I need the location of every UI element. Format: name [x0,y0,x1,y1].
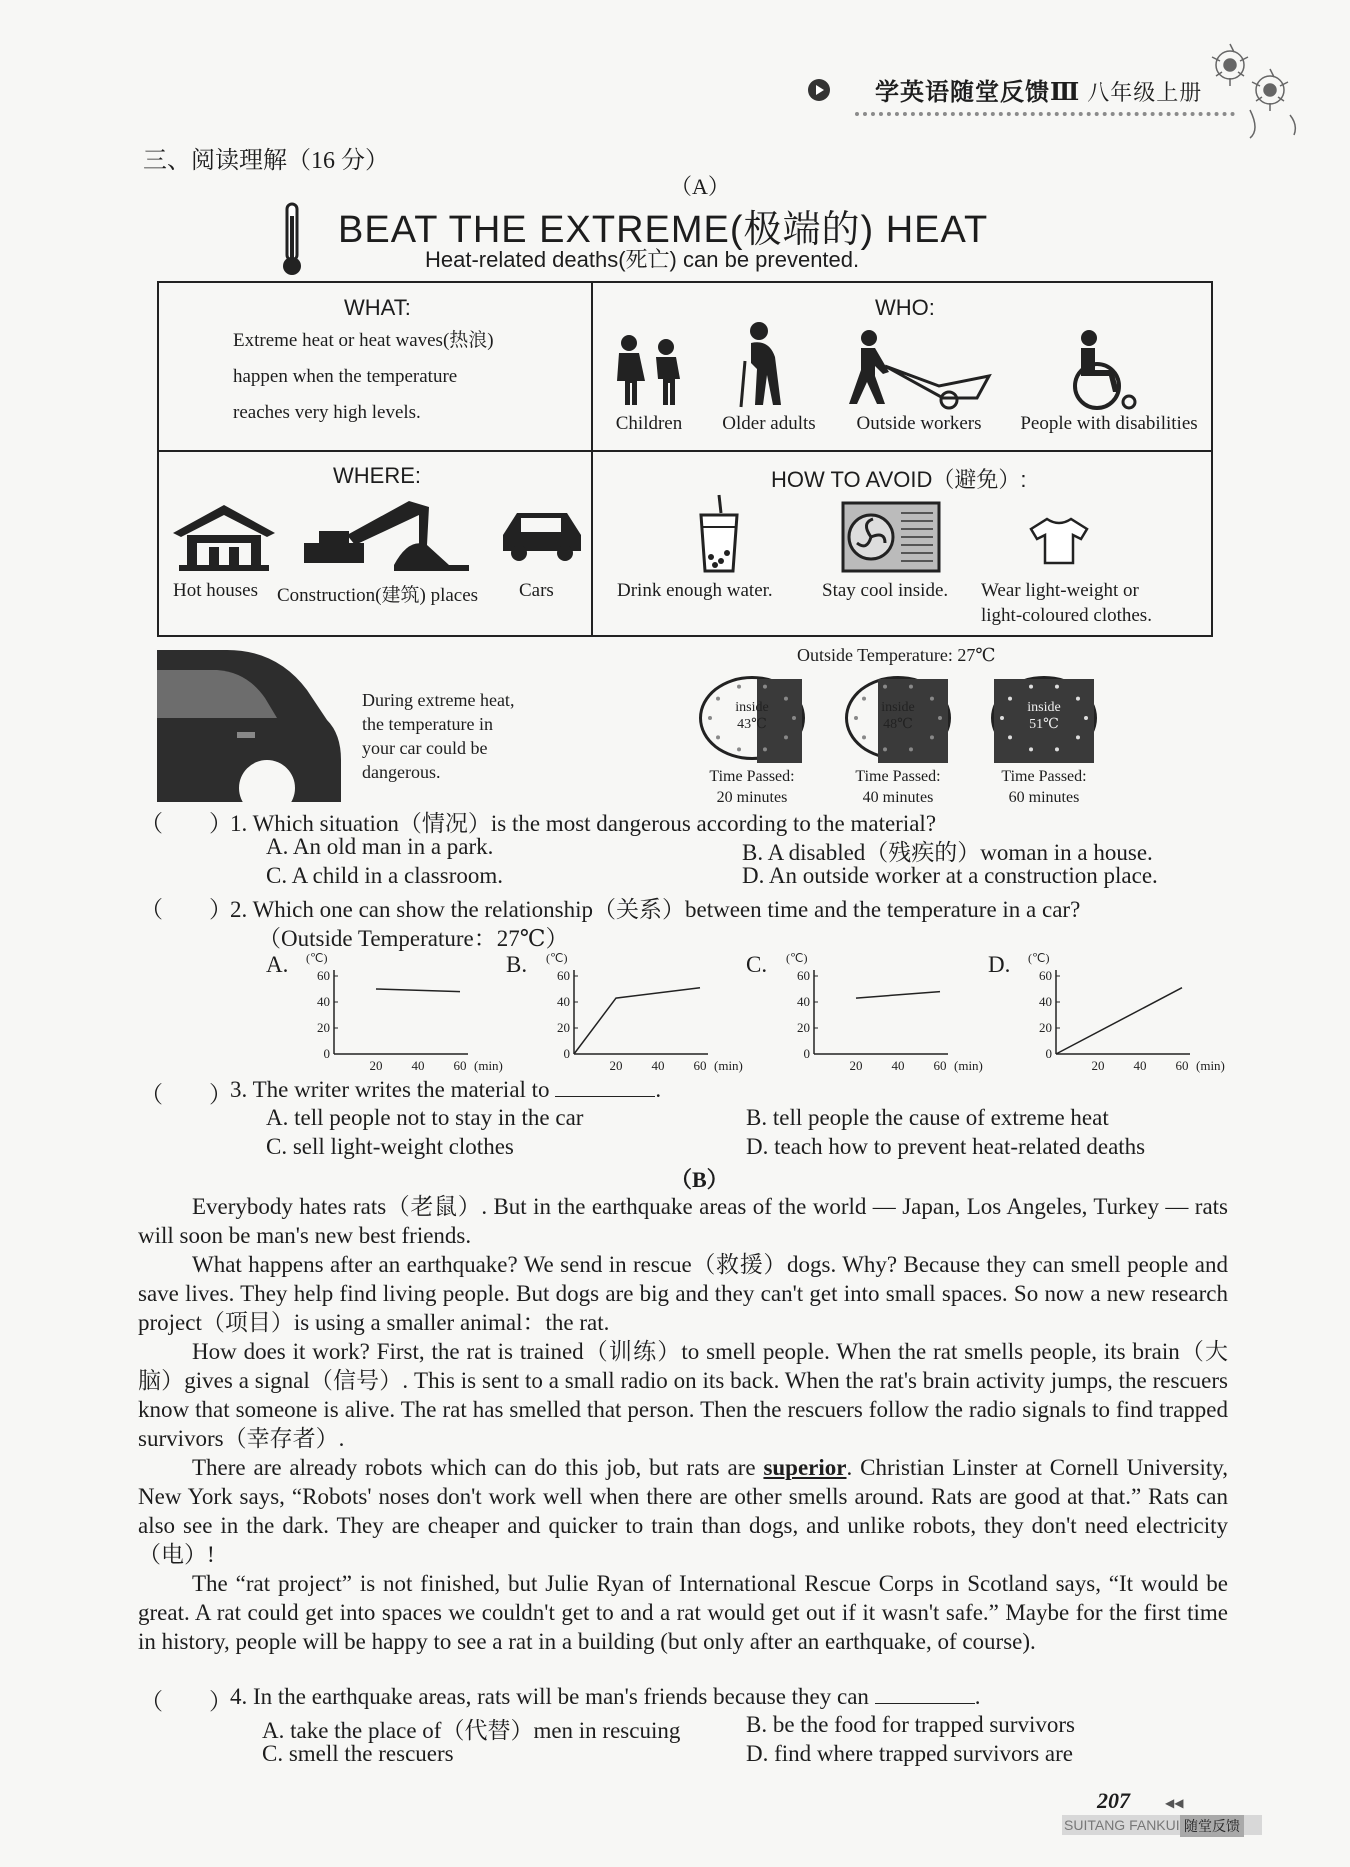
q1-option-d[interactable]: D. An outside worker at a construction place. [742,863,1158,888]
car-silhouette-icon [157,650,347,802]
q3-option-b[interactable]: B. tell people the cause of extreme heat [746,1105,1109,1130]
y-axis-label: (℃) [786,951,808,965]
header-divider [855,112,1235,116]
heat-info-table [157,281,1213,637]
who-caption-disabilities: People with disabilities [1020,413,1198,434]
y-tick-label: 0 [563,1046,570,1061]
car-icon [497,505,587,565]
tshirt-icon [1029,515,1089,565]
how-caption-water: Drink enough water. [617,580,773,601]
house-icon [169,503,279,573]
x-tick-label: 20 [1091,1058,1105,1073]
how-heading: HOW TO AVOID（避免）: [771,467,1027,492]
x-tick-label: 60 [1175,1058,1189,1073]
temperature-gauge [991,676,1097,760]
q2-option-d[interactable]: D. [988,952,1011,977]
y-axis-label: (℃) [1028,951,1050,965]
outside-worker-icon [839,328,1009,413]
y-tick-label: 40 [1039,994,1052,1009]
sunflower-decoration-icon [1190,30,1310,140]
temperature-time-graph [776,950,983,1073]
y-tick-label: 0 [803,1046,810,1061]
x-tick-label: 20 [369,1058,383,1073]
q4-option-b[interactable]: B. be the food for trapped survivors [746,1712,1075,1737]
temperature-time-graph [1018,950,1225,1073]
x-tick-label: 40 [891,1058,905,1073]
q2-option-c[interactable]: C. [746,952,768,977]
y-tick-label: 20 [317,1020,330,1035]
x-axis-label: (min) [474,1058,503,1073]
y-tick-label: 40 [557,994,570,1009]
answer-bracket[interactable]: （ ） [140,1689,232,1714]
question-4: 4. In the earthquake areas, rats will be man's friends because they can . [230,1684,981,1709]
table-divider [591,283,593,635]
passage-b-paragraph-1: Everybody hates rats（老鼠）. But in the earthquake areas of the world — Japan, Los Angeles, Turkey — rats will soon be man's new best friends. [138,1194,1228,1248]
who-caption-children: Children [615,413,683,434]
q4-option-c[interactable]: C. smell the rescuers [262,1741,454,1766]
footer-brand-cn: 随堂反馈 [1180,1815,1244,1837]
poster-title: BEAT THE EXTREME(极端的) HEAT [338,209,989,251]
footer-brand-en: SUITANG FANKUI [1064,1817,1180,1833]
how-caption-cool: Stay cool inside. [822,580,949,601]
section-title: 三、阅读理解（16 分） [143,148,389,174]
y-tick-label: 20 [1039,1020,1052,1035]
q1-option-c[interactable]: C. A child in a classroom. [266,863,504,888]
x-tick-label: 60 [453,1058,467,1073]
older-adult-icon [729,321,799,411]
y-tick-label: 0 [1045,1046,1052,1061]
temperature-line [1056,988,1182,1054]
x-tick-label: 40 [411,1058,425,1073]
passage-b-paragraph-3: How does it work? First, the rat is trained（训练）to smell people. When the rat smells people, its brain（大脑）gives a signal（信号）. This is sent to a small radio on its back. When the rat's brain activity jumps, the rescuers know that someone is alive. The rat has smelled that person. Then the rescuers follow the radio signals to find trapped survivors（幸存者）. [138,1339,1228,1451]
passage-b-paragraph-5: The “rat project” is not finished, but Julie Ryan of International Rescue Corps in Scotland says, “It would be great. A rat could get into spaces we couldn't get to and a rat would get out if it wasn't safe.” Maybe for the first time in history, people will be happy to see a rat in a building (but only after an earthquake, of course). [138,1571,1228,1654]
y-tick-label: 60 [557,968,570,983]
x-axis-label: (min) [714,1058,743,1073]
answer-blank[interactable] [875,1683,975,1704]
question-3: 3. The writer writes the material to . [230,1077,662,1102]
thermometer-icon [278,200,306,278]
q1-option-a[interactable]: A. An old man in a park. [266,834,494,859]
question-2: 2. Which one can show the relationship（关系）between time and the temperature in a car? [230,897,1081,922]
x-tick-label: 60 [693,1058,707,1073]
outside-temperature: Outside Temperature: 27℃ [797,645,996,665]
q1-option-b[interactable]: B. A disabled（残疾的）woman in a house. [742,840,1153,865]
who-caption-outside-workers: Outside workers [856,413,982,434]
passage-a-label: （A） [670,174,730,199]
table-divider [159,450,1211,452]
page-number: 207 [1097,1788,1130,1813]
where-caption-construction: Construction(建筑) places [277,585,479,606]
x-tick-label: 60 [933,1058,947,1073]
x-tick-label: 20 [609,1058,623,1073]
where-heading: WHERE: [333,463,421,488]
passage-b-paragraph-4: There are already robots which can do this job, but rats are superior. Christian Linster at Cornell University, New York says, “Robots' noses don't work well when there are other smells around. Rats are good at that.” Rats can also see in the dark. They are cheaper and quicker to train than dogs, and unlike robots, they don't need electricity（电）! [138,1455,1228,1567]
underlined-word-superior: superior [763,1455,847,1480]
q3-option-a[interactable]: A. tell people not to stay in the car [266,1105,584,1130]
question-2-note: （Outside Temperature：27℃） [258,926,569,951]
temperature-time-graph [536,950,743,1073]
y-axis-label: (℃) [546,951,568,965]
q3-option-d[interactable]: D. teach how to prevent heat-related deaths [746,1134,1146,1159]
y-tick-label: 20 [797,1020,810,1035]
gauge-label: inside 51℃ [1027,700,1061,732]
answer-bracket[interactable]: （ ） [140,1082,232,1107]
y-tick-label: 40 [317,994,330,1009]
what-heading: WHAT: [344,295,411,320]
how-caption-clothes-1: Wear light-weight or [981,580,1139,601]
gauge-label: inside 48℃ [881,700,915,732]
temperature-time-graph [296,950,503,1073]
car-warning-text: During extreme heat, the temperature in your car could be dangerous. [362,690,515,782]
q2-option-a[interactable]: A. [266,952,289,977]
drink-cup-icon [689,495,749,579]
y-tick-label: 40 [797,994,810,1009]
passage-b-label: （B） [670,1167,729,1192]
x-axis-label: (min) [954,1058,983,1073]
how-caption-clothes-2: light-coloured clothes. [981,605,1152,626]
time-passed-label: Time Passed: 20 minutes [709,768,795,806]
time-passed-label: Time Passed: 40 minutes [855,768,941,806]
q2-option-b[interactable]: B. [506,952,528,977]
answer-bracket[interactable]: （ ） [140,897,232,922]
poster-subtitle: Heat-related deaths(死亡) can be prevented. [425,247,860,272]
book-title: 学英语随堂反馈Ⅲ 八年级上册 [875,80,1203,106]
children-icon [604,333,694,408]
wheelchair-user-icon [1059,328,1149,413]
y-tick-label: 60 [317,968,330,983]
where-caption-hot-houses: Hot houses [173,580,258,601]
y-tick-label: 60 [797,968,810,983]
time-passed-label: Time Passed: 60 minutes [1001,768,1087,806]
question-1: 1. Which situation（情况）is the most dangerous according to the material? [230,811,937,836]
what-text: Extreme heat or heat waves(热浪) happen when the temperature reaches very high levels. [233,330,494,423]
temperature-gauge [845,676,951,760]
temperature-line [856,992,940,999]
who-heading: WHO: [875,295,935,320]
answer-bracket[interactable]: （ ） [140,811,232,836]
y-tick-label: 0 [323,1046,330,1061]
where-caption-cars: Cars [519,580,554,601]
x-tick-label: 40 [1133,1058,1147,1073]
x-axis-label: (min) [1196,1058,1225,1073]
y-tick-label: 60 [1039,968,1052,983]
header-bullet-icon [808,79,830,101]
q3-option-c[interactable]: C. sell light-weight clothes [266,1134,514,1159]
answer-blank[interactable] [555,1076,655,1097]
temperature-gauge [699,676,805,760]
passage-b-paragraph-2: What happens after an earthquake? We send in rescue（救援）dogs. Why? Because they can smell people and save lives. They help find living people. But dogs are big and they can't get into small spaces. So now a new research project（项目）is using a smaller animal：the rat. [138,1252,1228,1335]
temperature-line [376,989,460,992]
q4-option-d[interactable]: D. find where trapped survivors are [746,1741,1073,1766]
who-caption-older-adults: Older adults [722,413,816,434]
temperature-line [574,988,700,1054]
y-axis-label: (℃) [306,951,328,965]
gauge-label: inside 43℃ [735,700,769,732]
arrow-icon: ◀◀ [1165,1796,1184,1810]
excavator-icon [299,495,479,575]
air-conditioner-icon [841,501,941,573]
y-tick-label: 20 [557,1020,570,1035]
x-tick-label: 40 [651,1058,665,1073]
x-tick-label: 20 [849,1058,863,1073]
q4-option-a[interactable]: A. take the place of（代替）men in rescuing [262,1718,681,1743]
